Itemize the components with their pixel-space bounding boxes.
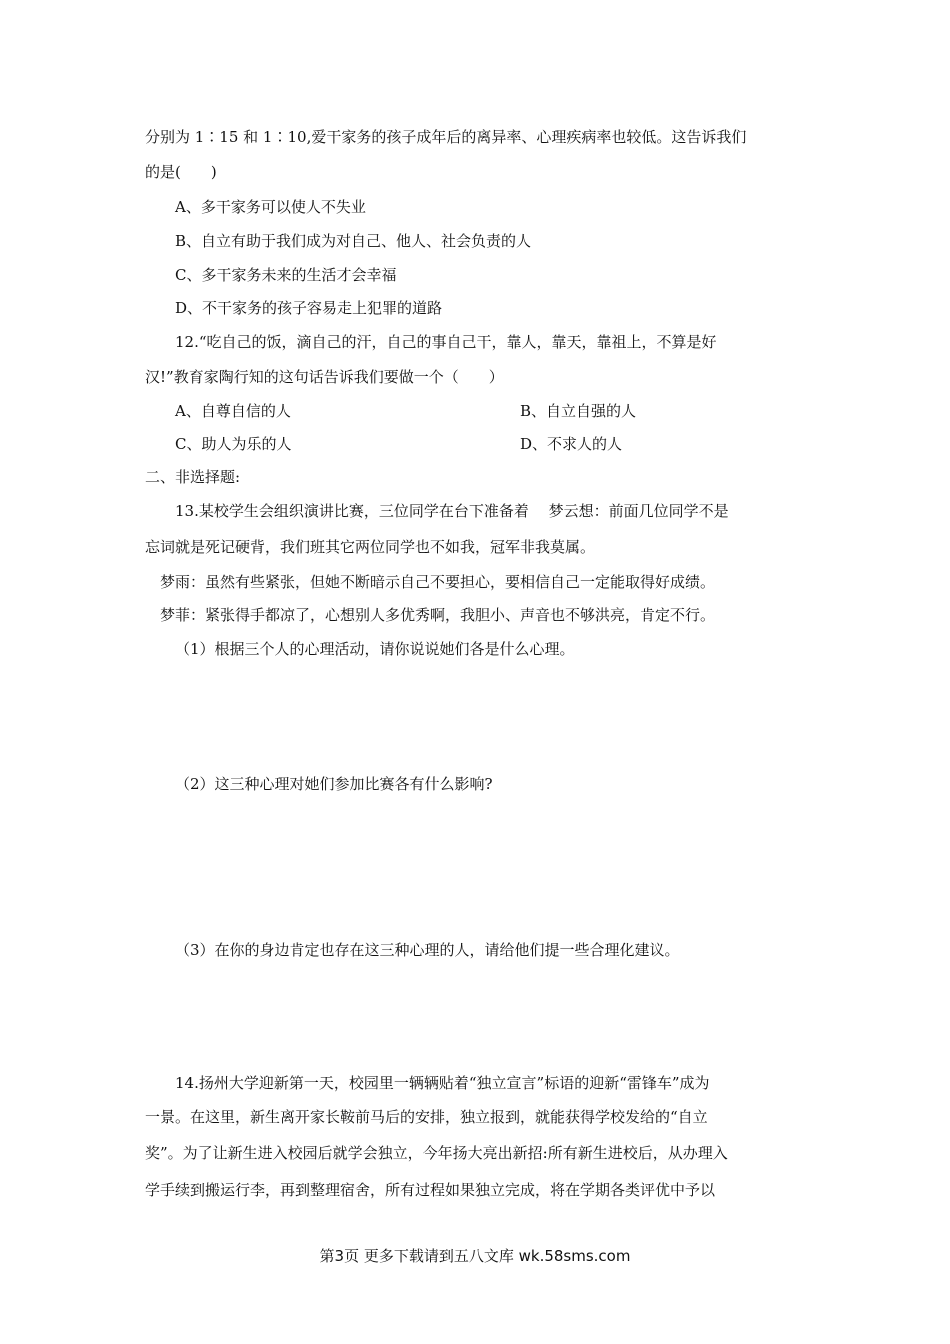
q11-text-line-1: 分别为 1∶15 和 1∶10,爱干家务的孩子成年后的离异率、心理疾病率也较低。这告诉我们 bbox=[145, 128, 747, 146]
q13-subquestion-1: （1）根据三个人的心理活动，请你说说她们各是什么心理。 bbox=[175, 640, 575, 658]
q11-option-d: D、不干家务的孩子容易走上犯罪的道路 bbox=[175, 299, 443, 317]
page-footer: 第3页 更多下载请到五八文库 wk.58sms.com bbox=[319, 1247, 631, 1265]
q14-text-line-4: 学手续到搬运行李，再到整理宿舍，所有过程如果独立完成，将在学期各类评优中予以 bbox=[145, 1181, 716, 1199]
q14-text-line-1: 14.扬州大学迎新第一天，校园里一辆辆贴着“独立宣言”标语的迎新“雷锋车”成为 bbox=[175, 1074, 710, 1092]
q13-subquestion-3: （3）在你的身边肯定也存在这三种心理的人，请给他们提一些合理化建议。 bbox=[175, 941, 680, 959]
q11-text-line-2: 的是( ) bbox=[145, 163, 217, 181]
q14-text-line-3: 奖”。为了让新生进入校园后就学会独立，今年扬大亮出新招:所有新生进校后，从办理入 bbox=[145, 1144, 728, 1162]
q12-text-line-2: 汉!”教育家陶行知的这句话告诉我们要做一个（ ） bbox=[145, 368, 504, 386]
q13-text-line-2: 忘词就是死记硬背，我们班其它两位同学也不如我，冠军非我莫属。 bbox=[145, 538, 596, 556]
q12-option-c: C、助人为乐的人 bbox=[175, 435, 292, 453]
q13-text-line-3: 梦雨：虽然有些紧张，但她不断暗示自己不要担心，要相信自己一定能取得好成绩。 bbox=[160, 573, 716, 591]
q12-option-a: A、自尊自信的人 bbox=[175, 402, 291, 420]
q14-text-line-2: 一景。在这里，新生离开家长鞍前马后的安排，独立报到，就能获得学校发给的“自立 bbox=[145, 1108, 708, 1126]
q11-option-c: C、多干家务未来的生活才会幸福 bbox=[175, 266, 397, 284]
q12-option-d: D、不求人的人 bbox=[520, 435, 623, 453]
section-heading: 二、非选择题: bbox=[145, 468, 241, 486]
q13-text-line-1: 13.某校学生会组织演讲比赛，三位同学在台下准备着 梦云想：前面几位同学不是 bbox=[175, 502, 729, 520]
q11-option-b: B、自立有助于我们成为对自己、他人、社会负责的人 bbox=[175, 232, 532, 250]
q13-subquestion-2: （2）这三种心理对她们参加比赛各有什么影响? bbox=[175, 775, 493, 793]
q13-text-line-4: 梦菲：紧张得手都凉了，心想别人多优秀啊，我胆小、声音也不够洪亮，肯定不行。 bbox=[160, 606, 716, 624]
q12-text-line-1: 12.“吃自己的饭，滴自己的汗，自己的事自己干，靠人，靠天，靠祖上，不算是好 bbox=[175, 333, 717, 351]
q11-option-a: A、多干家务可以使人不失业 bbox=[175, 198, 366, 216]
q12-option-b: B、自立自强的人 bbox=[520, 402, 637, 420]
